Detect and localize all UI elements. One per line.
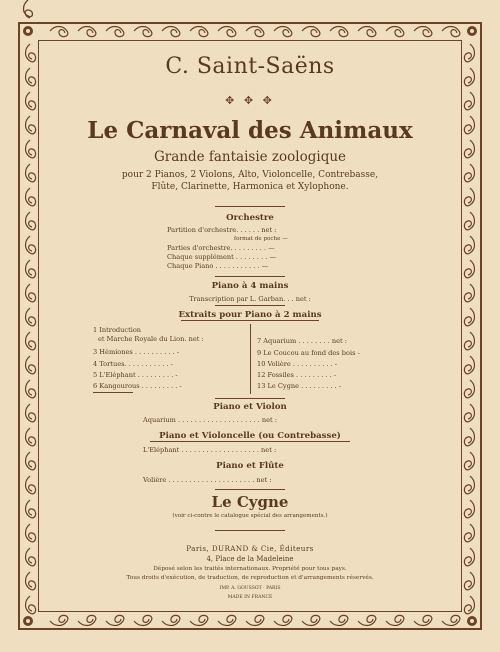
extrait-right-1: 7 Aquarium . . . . . . . . net :	[257, 337, 347, 345]
work-subtitle: Grande fantaisie zoologique	[153, 149, 347, 165]
work-title: Le Carnaval des Animaux	[87, 117, 413, 144]
border-scroll-icon	[386, 27, 404, 37]
border-scroll-icon	[134, 27, 152, 37]
violoncelle-elephant: L'Eléphant . . . . . . . . . . . . . . . . . . . net :	[143, 446, 277, 454]
border-scroll-icon	[464, 236, 474, 254]
border-scroll-icon	[464, 380, 474, 398]
border-scroll-icon	[26, 380, 36, 398]
publisher-address: 4, Place de la Madeleine	[206, 555, 294, 563]
border-scroll-icon	[464, 356, 474, 374]
flute-heading: Piano et Flûte	[216, 461, 284, 471]
orchestre-chaque-piano: Chaque Piano . . . . . . . . . . . —	[167, 262, 269, 270]
publisher-name: Paris, DURAND & Cie, Éditeurs	[186, 544, 314, 553]
border-scroll-icon	[26, 476, 36, 494]
extraits-underline	[181, 320, 319, 321]
instrumentation-line-2: Flûte, Clarinette, Harmonica et Xylophone.	[151, 182, 349, 192]
border-scroll-icon	[162, 615, 180, 625]
extrait-right-3: 10 Volière . . . . . . . . . . -	[257, 360, 338, 368]
border-scroll-icon	[330, 615, 348, 625]
ornament-flourish: ✥ ✥ ✥	[225, 94, 275, 107]
extrait-left-4: 4 Tortues. . . . . . . . . . . -	[93, 360, 173, 368]
border-scroll-icon	[464, 260, 474, 278]
border-scroll-icon	[26, 524, 36, 542]
border-scroll-icon	[274, 615, 292, 625]
border-scroll-icon	[358, 615, 376, 625]
extrait-left-5: 5 L'Eléphant . . . . . . . . . -	[93, 371, 178, 379]
border-scroll-icon	[386, 615, 404, 625]
border-scroll-icon	[464, 332, 474, 350]
border-scroll-icon	[106, 615, 124, 625]
extrait-right-5: 13 Le Cygne . . . . . . . . . -	[257, 382, 342, 390]
border-scroll-icon	[414, 27, 432, 37]
cygne-title: Le Cygne	[211, 493, 289, 511]
border-scroll-icon	[464, 524, 474, 542]
kangourous-underline	[93, 392, 133, 393]
cygne-note: (voir ci-contre le catalogue spécial des arrangements.)	[172, 513, 328, 519]
divider	[215, 305, 285, 306]
border-scroll-icon	[274, 27, 292, 37]
extrait-right-2: 9 Le Coucou au fond des bois -	[257, 349, 360, 357]
publisher-rights-2: Tous droits d'exécution, de traduction, de reproduction et d'arrangements réservés.	[126, 575, 374, 581]
border-scroll-icon	[26, 260, 36, 278]
printer-line: IMP. A. GOUSSOT · PARIS	[219, 586, 281, 591]
border-scroll-icon	[78, 27, 96, 37]
extraits-heading: Extraits pour Piano à 2 mains	[178, 310, 322, 320]
border-scroll-icon	[246, 27, 264, 37]
border-scroll-icon	[26, 236, 36, 254]
violoncelle-underline	[150, 441, 350, 442]
border-scroll-icon	[358, 27, 376, 37]
divider	[215, 398, 285, 399]
divider	[215, 276, 285, 277]
column-divider	[250, 324, 251, 394]
border-scroll-icon	[246, 615, 264, 625]
orchestre-heading: Orchestre	[226, 213, 274, 223]
violon-heading: Piano et Violon	[213, 402, 287, 412]
border-scroll-icon	[26, 356, 36, 374]
border-scroll-icon	[302, 615, 320, 625]
border-scroll-icon	[218, 27, 236, 37]
extrait-left-2: et Marche Royale du Lion. net :	[98, 335, 204, 343]
extrait-right-4: 12 Fossiles . . . . . . . . . -	[257, 371, 336, 379]
made-in-line: MADE IN FRANCE	[227, 595, 273, 600]
piano4-transcription: Transcription par L. Garban. . . net :	[189, 295, 311, 303]
publisher-rights-1: Déposé selon les traités internationaux. Propriété pour tous pays.	[153, 566, 347, 572]
piano4-heading: Piano à 4 mains	[211, 281, 289, 291]
border-scroll-icon	[26, 332, 36, 350]
border-scroll-icon	[50, 615, 68, 625]
flute-voliere: Volière . . . . . . . . . . . . . . . . . . . . . net :	[143, 476, 272, 484]
extrait-left-6: 6 Kangourous . . . . . . . . . -	[93, 382, 182, 390]
orchestre-supplement: Chaque supplément . . . . . . . . —	[167, 253, 277, 261]
border-scroll-icon	[414, 615, 432, 625]
violoncelle-heading: Piano et Violoncelle (ou Contrebasse)	[159, 431, 341, 441]
orchestre-format-poche: format de poche —	[234, 236, 288, 242]
divider	[215, 489, 285, 490]
extrait-left-1: 1 Introduction	[93, 326, 142, 334]
border-scroll-icon	[162, 27, 180, 37]
orchestre-partition: Partition d'orchestre. . . . . . net :	[167, 226, 277, 234]
divider	[215, 206, 285, 207]
divider	[215, 530, 285, 531]
composer-name: C. Saint-Saëns	[165, 54, 335, 79]
border-scroll-icon	[218, 615, 236, 625]
border-scroll-icon	[442, 27, 460, 37]
orchestre-parties: Parties d'orchestre. . . . . . . . . —	[167, 244, 275, 252]
border-scroll-icon	[78, 615, 96, 625]
border-scroll-icon	[442, 615, 460, 625]
border-scroll-icon	[190, 615, 208, 625]
border-scroll-icon	[106, 27, 124, 37]
border-scroll-icon	[190, 27, 208, 37]
instrumentation-line-1: pour 2 Pianos, 2 Violons, Alto, Violoncelle, Contrebasse,	[121, 170, 379, 180]
violon-aquarium: Aquarium . . . . . . . . . . . . . . . . . . . . net :	[143, 416, 277, 424]
border-scroll-icon	[134, 615, 152, 625]
border-scroll-icon	[330, 27, 348, 37]
border-scroll-icon	[464, 476, 474, 494]
border-scroll-icon	[50, 27, 68, 37]
border-scroll-icon	[302, 27, 320, 37]
extrait-left-3: 3 Hémiones . . . . . . . . . . -	[93, 348, 180, 356]
